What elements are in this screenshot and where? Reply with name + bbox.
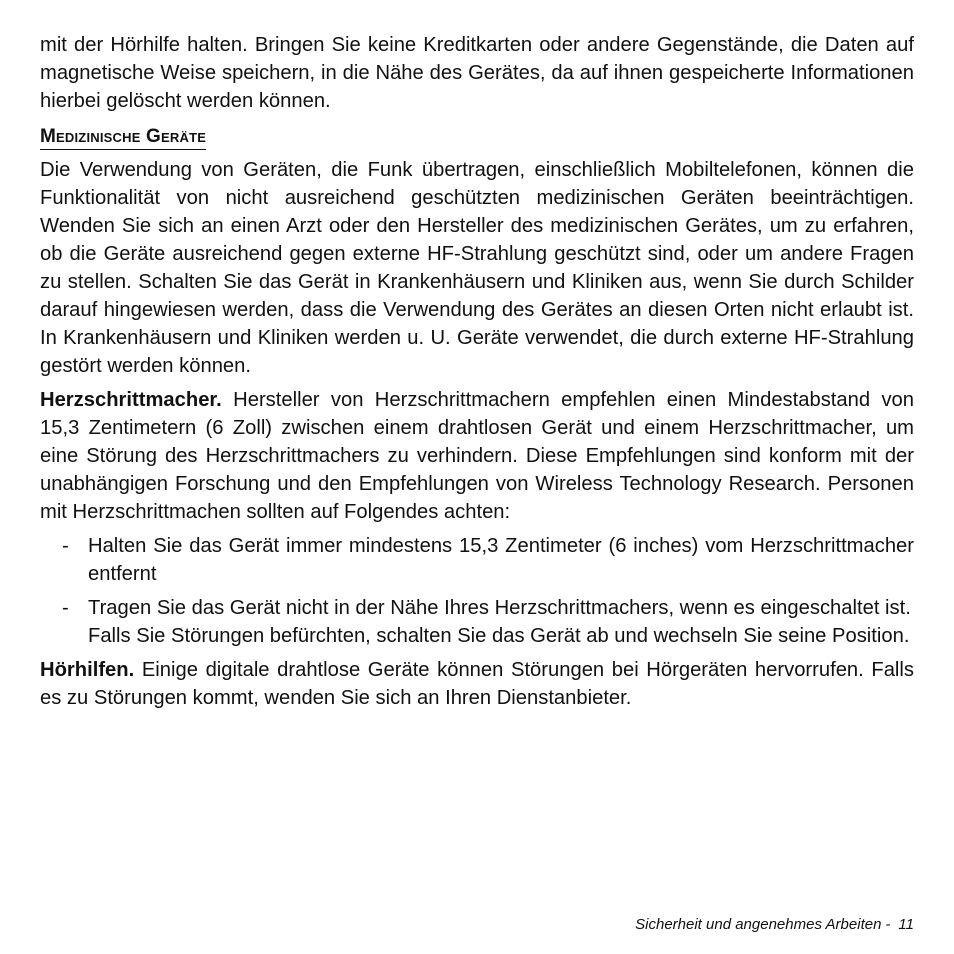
- page-number: 11: [898, 916, 914, 933]
- pacemaker-lead: Herzschrittmacher.: [40, 389, 222, 411]
- intro-paragraph: mit der Hörhilfe halten. Bringen Sie keine Kreditkarten oder andere Gegenstände, die Daten auf magnetische Weise speichern, in die Nähe des Gerätes, da auf ihnen gespeicherte Informationen hierbei gelöscht werden können.: [40, 34, 914, 112]
- section-heading: Medizinische Geräte: [40, 125, 206, 150]
- footer-separator: -: [885, 916, 891, 933]
- bullet-dash: -: [62, 597, 69, 619]
- medical-devices-paragraph: Die Verwendung von Geräten, die Funk übertragen, einschließlich Mobiltelefonen, können die Funktionalität von nicht ausreichend geschützten medizinischen Geräten beeinträchtigen. Wenden Sie sich an einen Arzt oder den Hersteller des medizinischen Gerätes, um zu erfahren, ob die Geräte ausreichend gegen externe HF-Strahlung geschützt sind, oder um andere Fragen zu stellen. Schalten Sie das Gerät in Krankenhäusern und Kliniken aus, wenn Sie durch Schilder darauf hingewiesen werden, dass die Verwendung des Gerätes an diesen Orten nicht erlaubt ist. In Krankenhäusern und Kliniken werden u. U. Geräte verwendet, die durch externe HF-Strahlung gestört werden können.: [40, 159, 914, 377]
- pacemaker-text: Hersteller von Herzschrittmachern empfehlen einen Mindestabstand von 15,3 Zentimetern (6 Zoll) zwischen einem drahtlosen Gerät und einem Herzschrittmacher, um eine Störung des Herzschrittmachers zu verhindern. Diese Empfehlungen sind konform mit der unabhängigen Forschung und den Empfehlungen von Wireless Technology Research. Personen mit Herzschrittmachen sollten auf Folgendes achten:: [40, 389, 914, 523]
- footer-title: Sicherheit und angenehmes Arbeiten: [635, 916, 882, 933]
- bullet-text: Tragen Sie das Gerät nicht in der Nähe Ihres Herzschrittmachers, wenn es eingeschaltet ist.: [88, 597, 911, 619]
- bullet-extra-text: Falls Sie Störungen befürchten, schalten Sie das Gerät ab und wechseln Sie seine Position.: [88, 625, 910, 647]
- list-item: [40, 532, 914, 588]
- pacemaker-paragraph: [40, 386, 914, 526]
- hearing-aids-paragraph: [40, 656, 914, 712]
- page-footer: [635, 916, 914, 933]
- list-item: [40, 594, 914, 650]
- document-page: [40, 31, 914, 718]
- bullet-dash: -: [62, 535, 69, 557]
- bullet-text: Halten Sie das Gerät immer mindestens 15,3 Zentimeter (6 inches) vom Herzschrittmacher entfernt: [88, 535, 914, 585]
- pacemaker-bullet-list: [40, 532, 914, 650]
- hearing-aids-lead: Hörhilfen.: [40, 659, 135, 681]
- hearing-aids-text: Einige digitale drahtlose Geräte können Störungen bei Hörgeräten hervorrufen. Falls es zu Störungen kommt, wenden Sie sich an Ihren Dienstanbieter.: [40, 659, 914, 709]
